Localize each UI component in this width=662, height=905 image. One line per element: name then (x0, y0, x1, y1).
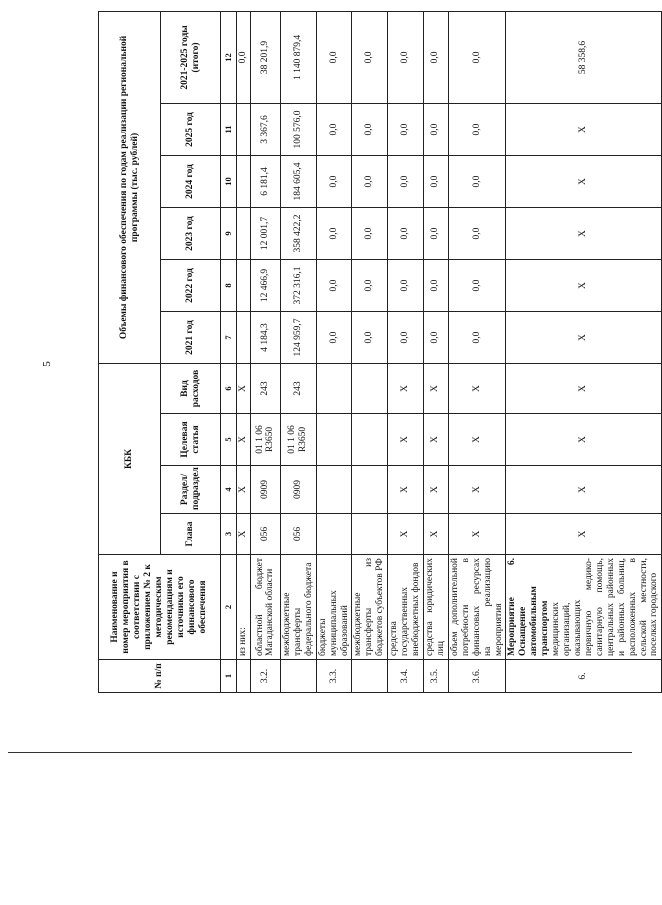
row-razdel: X (506, 466, 662, 514)
table-body (237, 11, 506, 692)
row-razdel: 0909 (280, 466, 316, 514)
col-number: 9 (221, 208, 237, 260)
header-funding: Объемы финансового обеспечения по годам реализации региональной программы (тыс. рублей) (99, 11, 161, 363)
row-name: объем дополнительной потребности в финансовых ресурсах на реализацию мероприятия (448, 555, 506, 660)
row-2021: 124 959,7 (280, 312, 316, 364)
row-num (352, 660, 388, 693)
row-vid: X (448, 364, 506, 414)
row-2024: 0,0 (388, 156, 424, 208)
row-total: 0,0 (316, 11, 352, 103)
row-num: 3.5. (423, 660, 448, 693)
table-row (280, 11, 316, 692)
row-2024 (237, 156, 251, 208)
col-number: 1 (221, 660, 237, 693)
row-glava: X (237, 514, 251, 555)
row-razdel: X (388, 466, 424, 514)
row-2025 (237, 104, 251, 156)
funding-table-rotated (98, 12, 660, 693)
header-num: № п/п (99, 660, 221, 693)
row-glava: 056 (280, 514, 316, 555)
row-2021: 4 184,3 (250, 312, 280, 364)
row-2021: 0,0 (388, 312, 424, 364)
row-vid: 243 (280, 364, 316, 414)
row-glava (352, 514, 388, 555)
col-number: 7 (221, 312, 237, 364)
row-num: 3.4. (388, 660, 424, 693)
row-2022: 0,0 (388, 260, 424, 312)
row-2025: 0,0 (352, 104, 388, 156)
row-2023 (237, 208, 251, 260)
row-2021: 0,0 (352, 312, 388, 364)
col-number: 5 (221, 414, 237, 466)
row-glava: X (388, 514, 424, 555)
page-number: 5 (40, 361, 53, 367)
row-num (237, 660, 251, 693)
row-statya: X (388, 414, 424, 466)
row-2025: 0,0 (316, 104, 352, 156)
row-razdel (352, 466, 388, 514)
row-razdel: 0909 (250, 466, 280, 514)
header-2022: 2022 год (161, 260, 221, 312)
row-2021 (237, 312, 251, 364)
row-2023: 0,0 (316, 208, 352, 260)
row-total: 0,0 (388, 11, 424, 103)
col-number: 3 (221, 514, 237, 555)
header-kbk: КБК (99, 364, 161, 555)
row-glava: X (423, 514, 448, 555)
row-vid (352, 364, 388, 414)
row-2022 (237, 260, 251, 312)
row-name: межбюджетные трансферты федерального бюджета (280, 555, 316, 660)
row-name (506, 555, 662, 660)
row-2022: 0,0 (423, 260, 448, 312)
row-2021: 0,0 (423, 312, 448, 364)
funding-table (98, 11, 662, 693)
header-total: 2021-2025 годы (итого) (161, 11, 221, 103)
row-2021: X (506, 312, 662, 364)
row-2022: 0,0 (352, 260, 388, 312)
row-num (280, 660, 316, 693)
col-number: 8 (221, 260, 237, 312)
header-2025: 2025 год (161, 104, 221, 156)
row-num: 3.6. (448, 660, 506, 693)
row-2025: 100 576,0 (280, 104, 316, 156)
table-row (423, 11, 448, 692)
row-2023: 12 001,7 (250, 208, 280, 260)
col-number: 12 (221, 11, 237, 103)
row-2023: X (506, 208, 662, 260)
row-2022: 0,0 (448, 260, 506, 312)
row-statya (352, 414, 388, 466)
table-row (316, 11, 352, 692)
row-statya: X (506, 414, 662, 466)
row-statya: X (448, 414, 506, 466)
row-total: 0,0 (352, 11, 388, 103)
row-vid: X (237, 364, 251, 414)
bottom-rule (8, 752, 632, 753)
row-2024: 0,0 (352, 156, 388, 208)
row-2023: 358 422,2 (280, 208, 316, 260)
header-2023: 2023 год (161, 208, 221, 260)
row-vid: 243 (250, 364, 280, 414)
header-statya: Целевая статья (161, 414, 221, 466)
row-2022: 0,0 (316, 260, 352, 312)
row-2023: 0,0 (423, 208, 448, 260)
row-statya (316, 414, 352, 466)
row-total: 0,0 (237, 11, 251, 103)
column-number-row (221, 11, 237, 692)
row-vid (316, 364, 352, 414)
header-2024: 2024 год (161, 156, 221, 208)
table-row (448, 11, 506, 692)
row-razdel: X (448, 466, 506, 514)
header-razdel: Раздел/ подраздел (161, 466, 221, 514)
row-num: 6. (506, 660, 662, 693)
row-2024: 6 181,4 (250, 156, 280, 208)
col-number: 6 (221, 364, 237, 414)
row-name: межбюджетные трансферты из бюджетов субъектов РФ (352, 555, 388, 660)
row-name-rest: медицинских организаций, оказывающих первичную медико-санитарную помощь, центральных районных и районных больниц, расположенных в сельской местности, поселках городского (551, 558, 660, 656)
row-2024: X (506, 156, 662, 208)
row-num: 3.2. (250, 660, 280, 693)
header-vid: Вид расходов (161, 364, 221, 414)
row-vid: X (423, 364, 448, 414)
row-glava: X (448, 514, 506, 555)
col-number: 4 (221, 466, 237, 514)
row-name: из них: (237, 555, 251, 660)
row-2024: 0,0 (316, 156, 352, 208)
row-2025: X (506, 104, 662, 156)
row-statya: X (423, 414, 448, 466)
row-statya: 01 1 06 R3650 (280, 414, 316, 466)
row-glava (316, 514, 352, 555)
row-glava: 056 (250, 514, 280, 555)
row-2024: 0,0 (448, 156, 506, 208)
row-total: 1 140 879,4 (280, 11, 316, 103)
row-razdel (316, 466, 352, 514)
row-total: 0,0 (423, 11, 448, 103)
row-razdel: X (237, 466, 251, 514)
row-total: 38 201,9 (250, 11, 280, 103)
row-2025: 0,0 (448, 104, 506, 156)
table-row (250, 11, 280, 692)
row-name-bold: Мероприятие 6. Оснащение автомобильным транспортом (507, 558, 551, 656)
header-2021: 2021 год (161, 312, 221, 364)
row-2025: 0,0 (423, 104, 448, 156)
row-2025: 0,0 (388, 104, 424, 156)
row-2025: 3 367,6 (250, 104, 280, 156)
header-name: Наименование и номер мероприятия в соответствии с приложением № 2 к методическим рекомендациям и источники его финансового обеспечения (99, 555, 221, 660)
row-num: 3.3. (316, 660, 352, 693)
row-2023: 0,0 (448, 208, 506, 260)
row-name: бюджеты муниципальных образований (316, 555, 352, 660)
header-glava: Глава (161, 514, 221, 555)
col-number: 11 (221, 104, 237, 156)
row-2022: 372 316,1 (280, 260, 316, 312)
row-statya: X (237, 414, 251, 466)
header-row-1 (99, 11, 161, 692)
row-2024: 184 605,4 (280, 156, 316, 208)
row-vid: X (506, 364, 662, 414)
row-name: средства государственных внебюджетных фондов (388, 555, 424, 660)
row-2022: X (506, 260, 662, 312)
row-2022: 12 466,9 (250, 260, 280, 312)
table-row (237, 11, 251, 692)
row-vid: X (388, 364, 424, 414)
table-row-6 (506, 11, 662, 692)
row-total: 0,0 (448, 11, 506, 103)
row-name: средства юридических лиц (423, 555, 448, 660)
table-row (352, 11, 388, 692)
row-razdel: X (423, 466, 448, 514)
row-2023: 0,0 (388, 208, 424, 260)
col-number: 10 (221, 156, 237, 208)
row-2023: 0,0 (352, 208, 388, 260)
row-2021: 0,0 (448, 312, 506, 364)
row-total: 58 358,6 (506, 11, 662, 103)
row-name: областной бюджет Магаданской области (250, 555, 280, 660)
col-number: 2 (221, 555, 237, 660)
row-glava: X (506, 514, 662, 555)
table-row (388, 11, 424, 692)
row-2024: 0,0 (423, 156, 448, 208)
row-2021: 0,0 (316, 312, 352, 364)
row-statya: 01 1 06 R3650 (250, 414, 280, 466)
